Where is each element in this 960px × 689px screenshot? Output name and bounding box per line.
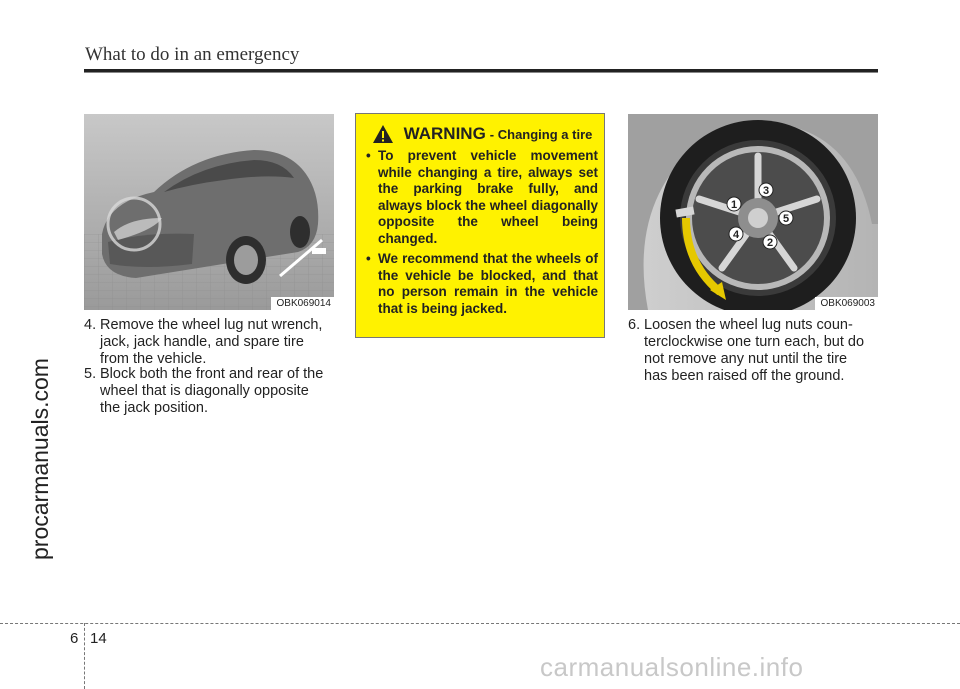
step-line: terclockwise one turn each, but do [644,334,865,350]
step-line: wheel that is diagonally opposite [100,383,309,399]
figure-code: OBK069003 [815,297,879,310]
footer-vertical-rule [84,623,85,689]
callout-number: 1 [730,199,738,211]
warning-item-text: To prevent vehicle movement while changing a tire, always set the parking brake fully, and always block the wheel diagonally opposite the wheel being changed. [378,148,598,246]
side-watermark-text: procarmanuals.com [27,358,53,560]
warning-item-text: We recommend that the wheels of the vehicle be blocked, and that no person remain in the vehicle that is being jacked. [378,251,598,316]
warning-triangle-icon [372,124,394,144]
step-6 [628,317,878,385]
step-line: the jack position. [100,400,209,416]
warning-list [366,148,598,321]
step-line: Remove the wheel lug nut wrench, [100,317,323,333]
warning-subtitle: - Changing a tire [489,126,593,142]
bullet: • [366,251,371,266]
step-number: 6. [628,317,641,333]
figure-wheel-lug-nuts [628,114,878,310]
step-line: jack, jack handle, and spare tire [100,334,304,350]
footer-rule [0,623,960,624]
warning-item [366,251,598,317]
warning-heading [364,124,600,144]
warning-item [366,148,598,247]
callout-number: 2 [766,237,774,249]
warning-box [355,113,605,338]
page-section-number: 6 [70,630,79,647]
callout-number: 3 [762,185,770,197]
step-number: 4. [84,317,97,333]
page-number: 14 [90,630,107,647]
step-line: has been raised off the ground. [644,368,845,384]
footer-watermark: carmanualsonline.info [540,652,804,682]
page-header-title: What to do in an emergency [85,44,300,65]
step-line: Loosen the wheel lug nuts coun- [644,317,853,333]
car-with-jack-image [84,114,334,310]
figure-code: OBK069014 [271,297,335,310]
step-4 [84,317,334,368]
bullet: • [366,148,371,163]
callout-number: 4 [732,229,740,241]
step-line: not remove any nut until the tire [644,351,848,367]
wheel-lug-nuts-image [628,114,878,310]
warning-word: WARNING [403,124,486,143]
step-number: 5. [84,366,97,382]
step-5 [84,366,334,417]
header-rule-thin [84,72,878,73]
step-line: from the vehicle. [100,351,207,367]
step-line: Block both the front and rear of the [100,366,324,382]
figure-car-jack [84,114,334,310]
callout-number: 5 [782,213,790,225]
